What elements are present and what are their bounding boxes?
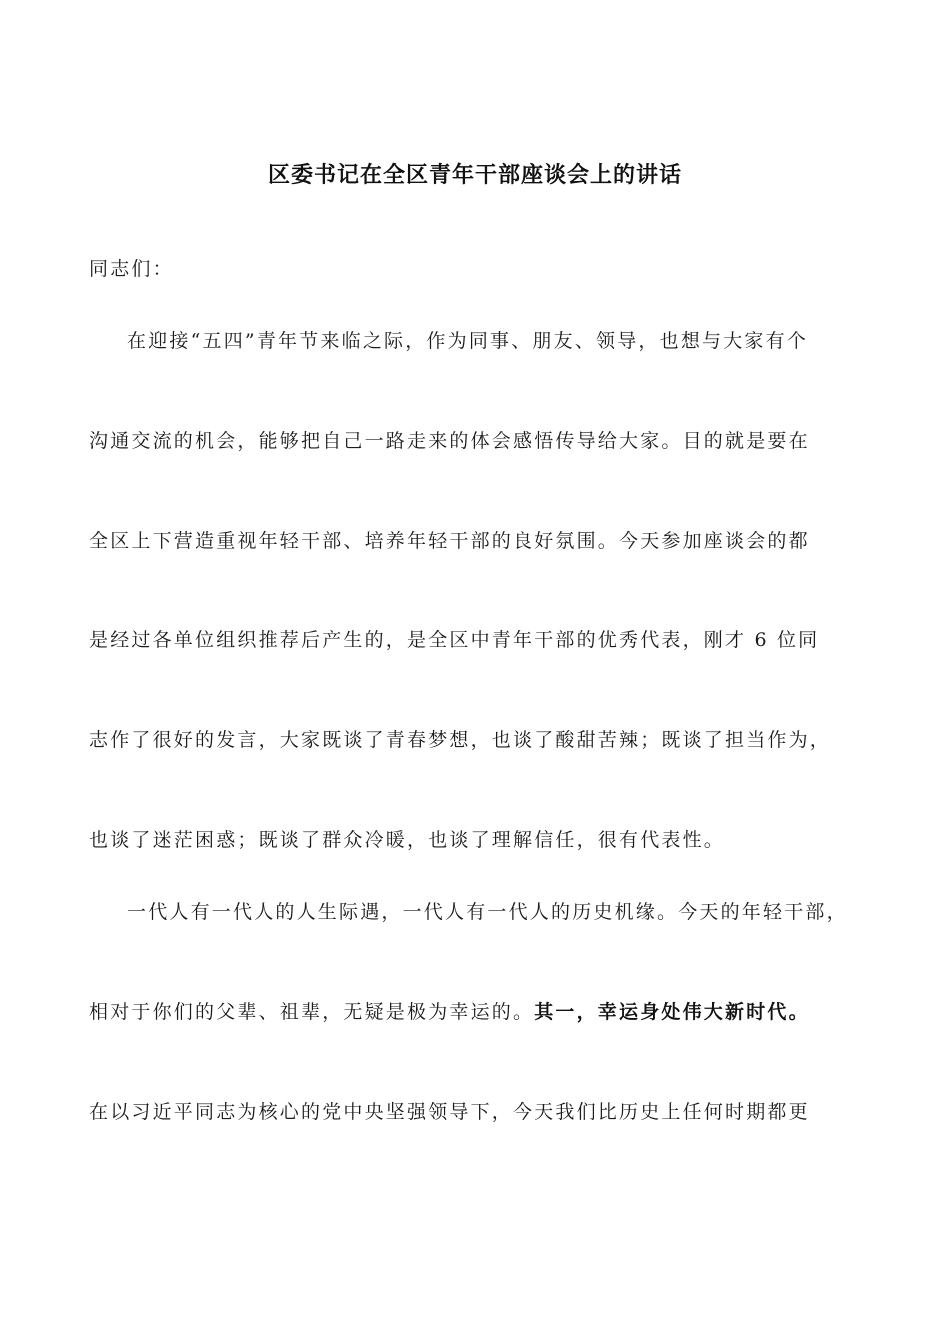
page-title: 区委书记在全区青年干部座谈会上的讲话 (267, 163, 682, 188)
plain-text: 相对于你们的父辈、祖辈，无疑是极为幸运的。 (89, 1001, 535, 1023)
paragraph-line: 也谈了迷茫困惑；既谈了群众冷暖，也谈了理解信任，很有代表性。 (89, 829, 726, 851)
paragraph-line: 一代人有一代人的人生际遇，一代人有一代人的历史机缘。今天的年轻干部， (127, 901, 848, 923)
paragraph-line: 是经过各单位组织推荐后产生的，是全区中青年干部的优秀代表，刚才 6 位同 (89, 629, 820, 651)
salutation: 同志们： (89, 258, 174, 280)
paragraph-line: 在迎接“五四”青年节来临之际，作为同事、朋友、领导，也想与大家有个 (127, 330, 809, 352)
paragraph-line-mixed (89, 998, 879, 1026)
paragraph-line: 在以习近平同志为核心的党中央坚强领导下，今天我们比历史上任何时期都更 (89, 1101, 810, 1123)
paragraph-line: 志作了很好的发言，大家既谈了青春梦想，也谈了酸甜苦辣；既谈了担当作为， (89, 729, 832, 751)
paragraph-line: 沟通交流的机会，能够把自己一路走来的体会感悟传导给大家。目的就是要在 (89, 430, 810, 452)
paragraph-line: 全区上下营造重视年轻干部、培养年轻干部的良好氛围。今天参加座谈会的都 (89, 530, 810, 552)
bold-heading-text: 其一，幸运身处伟大新时代。 (534, 1001, 810, 1023)
